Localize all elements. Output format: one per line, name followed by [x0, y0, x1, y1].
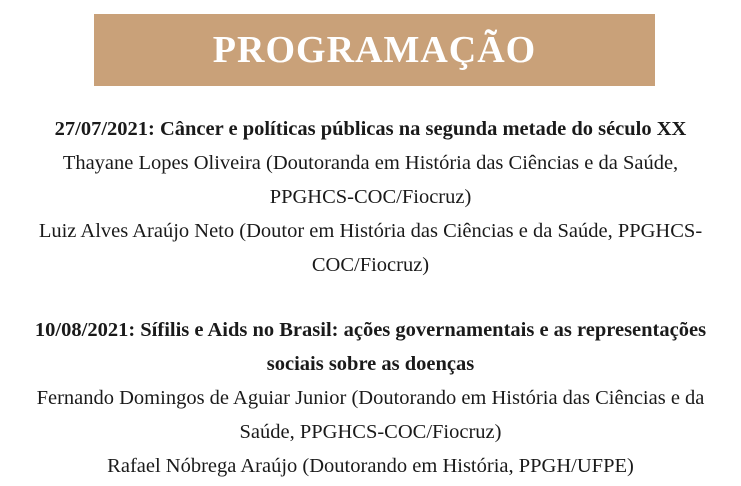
speaker: Thayane Lopes Oliveira (Doutoranda em História das Ciências e da Saúde, PPGHCS-COC/Fiocruz) — [62, 152, 679, 208]
session-1 — [0, 112, 741, 282]
session-title: 27/07/2021: Câncer e políticas públicas na segunda metade do século XX — [54, 118, 687, 140]
programacao-banner — [94, 14, 655, 86]
page-title: PROGRAMAÇÃO — [212, 29, 537, 71]
session-title: 10/08/2021: Sífilis e Aids no Brasil: ações governamentais e as representações sociais sobre as doenças — [34, 319, 707, 375]
speaker: Rafael Nóbrega Araújo (Doutorando em História, PPGH/UFPE) — [107, 455, 634, 477]
speaker: Luiz Alves Araújo Neto (Doutor em História das Ciências e da Saúde, PPGHCS-COC/Fiocruz) — [38, 220, 703, 276]
speaker: Fernando Domingos de Aguiar Junior (Doutorando em História das Ciências e da Saúde, PPGHCS-COC/Fiocruz) — [36, 387, 705, 443]
program-list — [0, 112, 741, 486]
session-2 — [0, 313, 741, 483]
